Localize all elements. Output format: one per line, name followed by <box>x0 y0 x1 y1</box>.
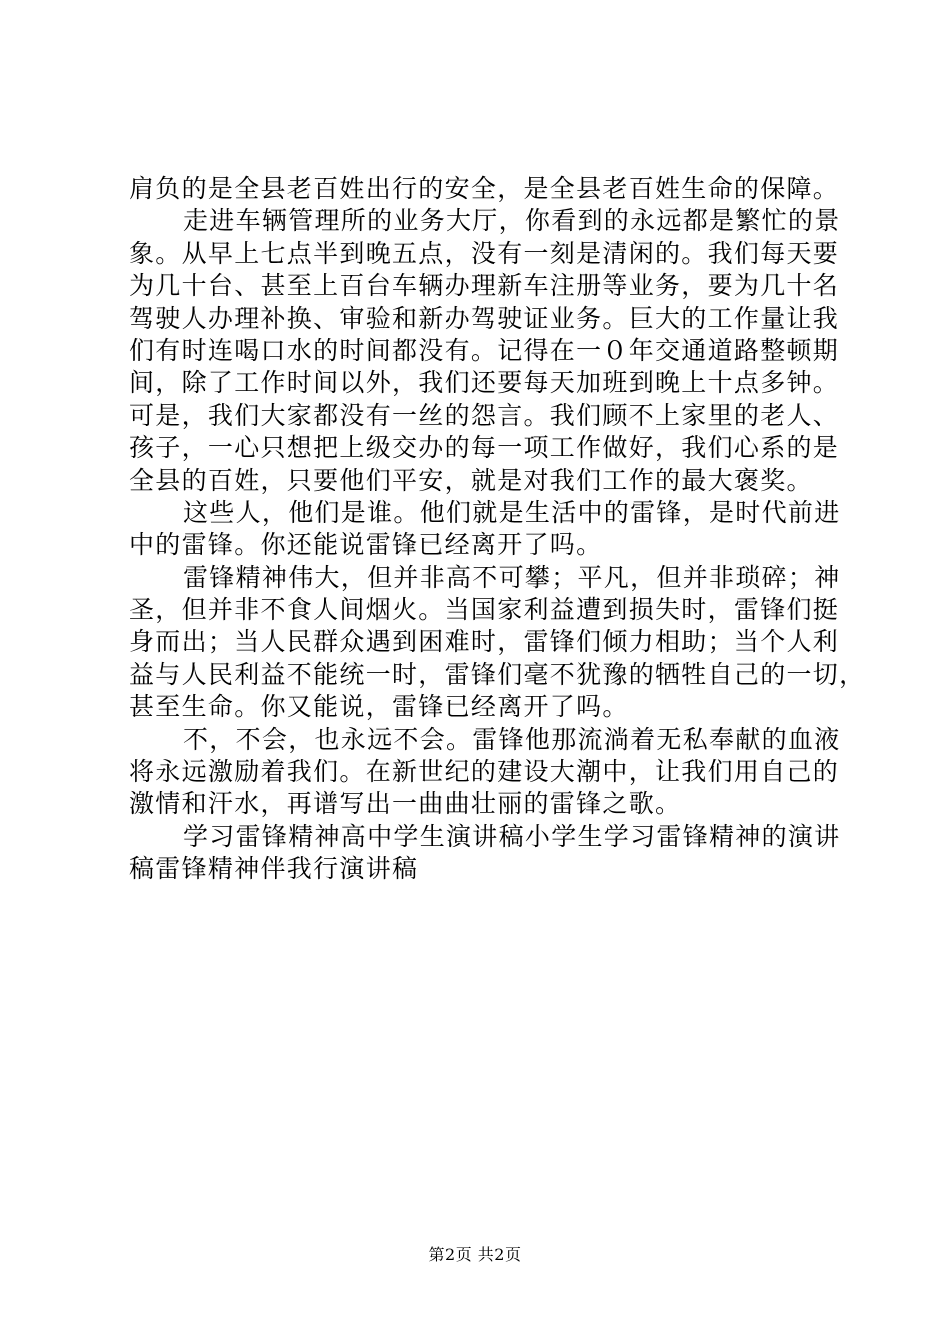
text-line: 为几十台、甚至上百台车辆办理新车注册等业务，要为几十名 <box>129 271 840 301</box>
text-line: 驾驶人办理补换、审验和新办驾驶证业务。巨大的工作量让我 <box>129 303 840 333</box>
text-line: 益与人民利益不能统一时，雷锋们毫不犹豫的牺牲自己的一切， <box>129 659 866 689</box>
text-line: 激情和汗水，再谱写出一曲曲壮丽的雷锋之歌。 <box>129 789 682 819</box>
text-line: 间，除了工作时间以外，我们还要每天加班到晚上十点多钟。 <box>129 368 840 398</box>
text-line: 肩负的是全县老百姓出行的安全，是全县老百姓生命的保障。 <box>129 174 840 203</box>
text-line: 将永远激励着我们。在新世纪的建设大潮中，让我们用自己的 <box>129 757 840 787</box>
text-line: 象。从早上七点半到晚五点，没有一刻是清闲的。我们每天要 <box>129 238 840 268</box>
text-line: 们有时连喝口水的时间都没有。记得在一０年交通道路整顿期 <box>129 335 840 365</box>
text-line: 学习雷锋精神高中学生演讲稿小学生学习雷锋精神的演讲 <box>183 821 841 851</box>
body-text <box>129 173 866 886</box>
text-line: 圣，但并非不食人间烟火。当国家利益遭到损失时，雷锋们挺 <box>129 595 840 625</box>
page-number-footer: 第2页 共2页 <box>428 1245 522 1264</box>
text-line: 孩子，一心只想把上级交办的每一项工作做好，我们心系的是 <box>129 433 840 463</box>
text-line: 走进车辆管理所的业务大厅，你看到的永远都是繁忙的景 <box>183 206 841 236</box>
text-line: 不，不会，也永远不会。雷锋他那流淌着无私奉献的血液 <box>183 724 841 754</box>
text-line: 身而出；当人民群众遇到困难时，雷锋们倾力相助；当个人利 <box>129 627 840 657</box>
text-line: 甚至生命。你又能说，雷锋已经离开了吗。 <box>129 692 629 722</box>
text-line: 这些人，他们是谁。他们就是生活中的雷锋，是时代前进 <box>183 497 841 527</box>
text-line: 可是，我们大家都没有一丝的怨言。我们顾不上家里的老人、 <box>129 400 840 430</box>
text-line: 稿雷锋精神伴我行演讲稿 <box>129 854 419 884</box>
text-line: 中的雷锋。你还能说雷锋已经离开了吗。 <box>129 530 603 560</box>
text-line: 全县的百姓，只要他们平安，就是对我们工作的最大褒奖。 <box>129 465 813 495</box>
text-line: 雷锋精神伟大，但并非高不可攀；平凡，但并非琐碎；神 <box>183 562 841 592</box>
